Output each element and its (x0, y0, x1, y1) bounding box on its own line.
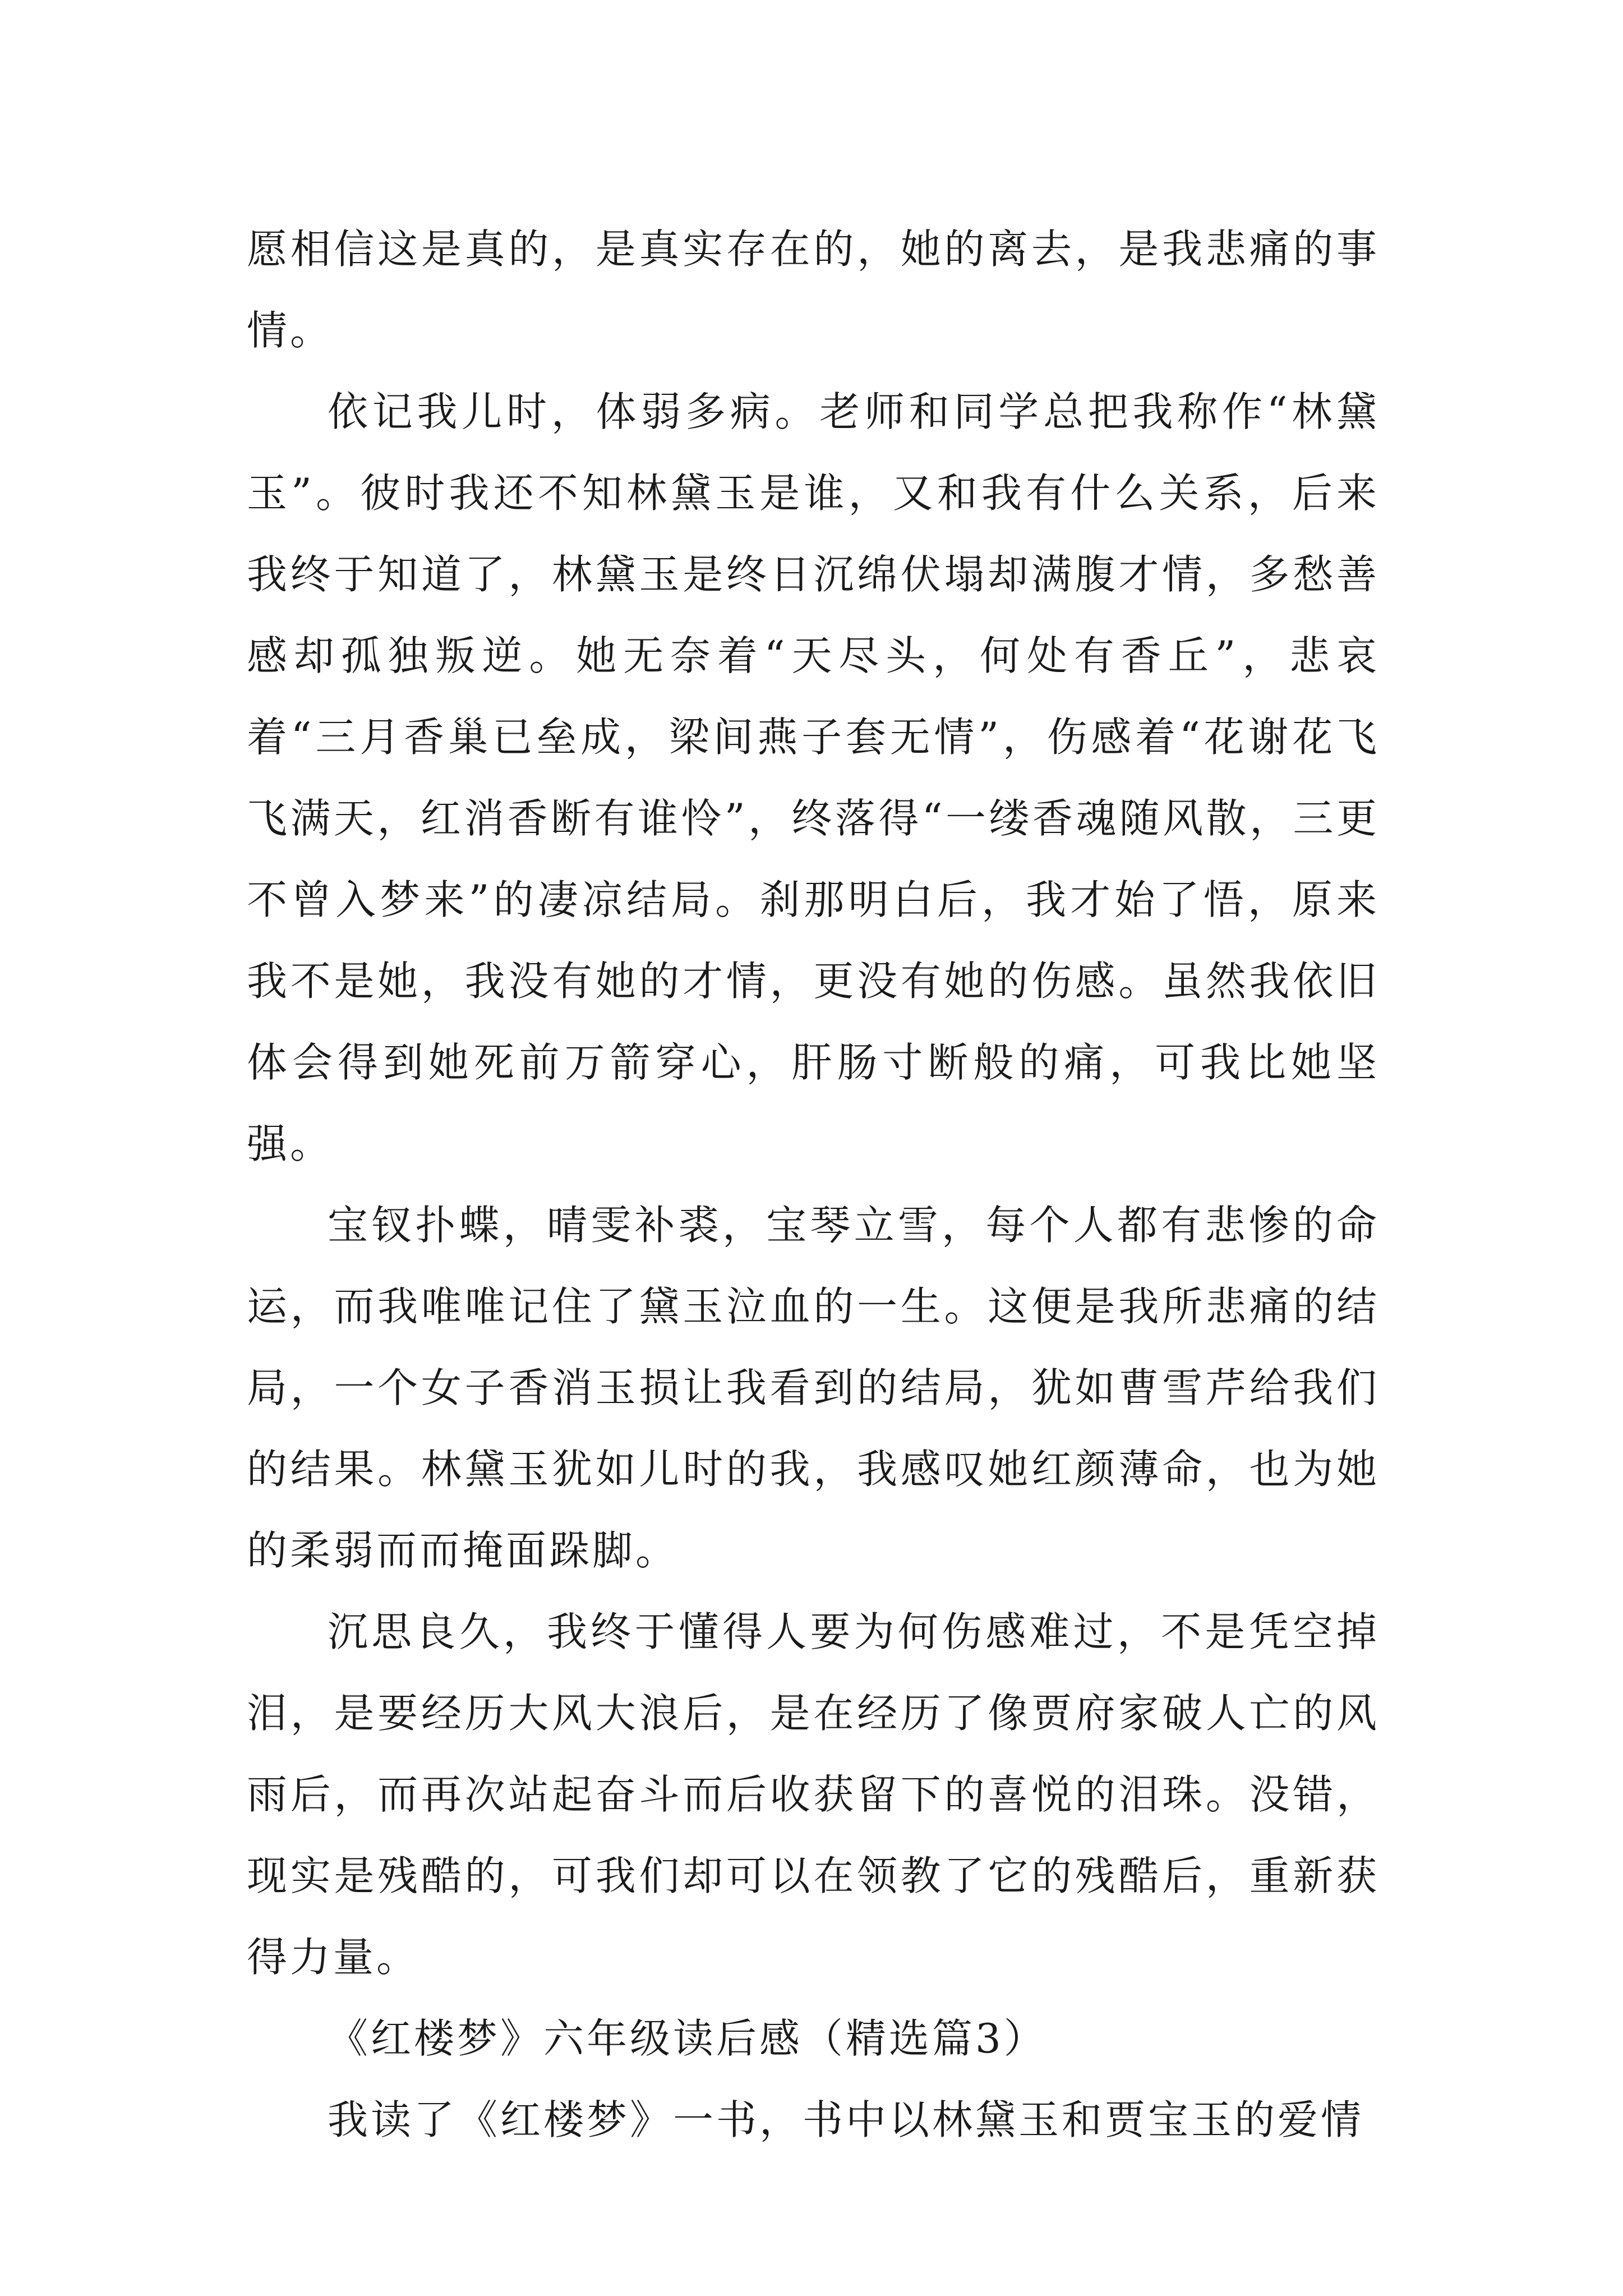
paragraph-continuation: 愿相信这是真的，是真实存在的，她的离去，是我悲痛的事情。 (247, 226, 1380, 354)
section-heading: 《红楼梦》六年级读后感（精选篇3） (328, 2015, 1047, 2062)
paragraph-childhood: 依记我儿时，体弱多病。老师和同学总把我称作“林黛玉”。彼时我还不知林黛玉是谁，又和我有什么关系，后来我终于知道了，林黛玉是终日沉绵伏塌却满腹才情，多愁善感却孤独叛逆。她无奈着“天尽头，何处有香丘”，悲哀着“三月香巢已垒成，梁间燕子套无情”，伤感着“花谢花飞飞满天，红消香断有谁怜”，终落得“一缕香魂随风散，三更不曾入梦来”的凄凉结局。刹那明白后，我才始了悟，原来我不是她，我没有她的才情，更没有她的伤感。虽然我依旧体会得到她死前万箭穿心，肝肠寸断般的痛，可我比她坚强。 (247, 388, 1380, 1167)
paragraph-reflection: 沉思良久，我终于懂得人要为何伤感难过，不是凭空掉泪，是要经历大风大浪后，是在经历了像贾府家破人亡的风雨后，而再次站起奋斗而后收获留下的喜悦的泪珠。没错，现实是残酷的，可我们却可以在领教了它的残酷后，重新获得力量。 (247, 1608, 1380, 1981)
paragraph-fate: 宝钗扑蝶，晴雯补裘，宝琴立雪，每个人都有悲惨的命运，而我唯唯记住了黛玉泣血的一生。这便是我所悲痛的结局，一个女子香消玉损让我看到的结局，犹如曹雪芹给我们的结果。林黛玉犹如儿时的我，我感叹她红颜薄命，也为她的柔弱而而掩面跺脚。 (247, 1202, 1380, 1574)
document-body (247, 209, 1380, 2161)
paragraph-next-essay: 我读了《红楼梦》一书，书中以林黛玉和贾宝玉的爱情 (328, 2096, 1364, 2143)
